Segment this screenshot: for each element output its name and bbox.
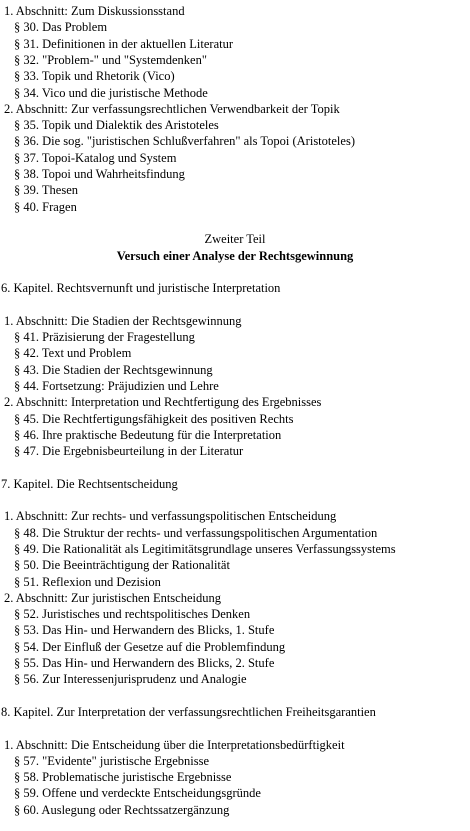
paragraph-entry: § 43. Die Stadien der Rechtsgewinnung [14, 362, 213, 377]
blank-line [0, 264, 470, 281]
chapter-heading: 6. Kapitel. Rechtsvernunft und juristische Interpretation [1, 281, 281, 296]
paragraph-entry: § 39. Thesen [14, 183, 78, 198]
paragraph-entry: § 35. Topik und Dialektik des Aristoteles [14, 118, 219, 133]
paragraph-entry: § 47. Die Ergebnisbeurteilung in der Literatur [14, 444, 244, 459]
section-heading: 1. Abschnitt: Die Stadien der Rechtsgewinnung [4, 313, 242, 328]
paragraph-entry: § 40. Fragen [14, 199, 77, 214]
paragraph-entry: § 38. Topoi und Wahrheitsfindung [14, 167, 185, 181]
paragraph-entry: § 44. Fortsetzung: Präjudizien und Lehre [14, 378, 219, 393]
paragraph-entry: § 54. Der Einfluß der Gesetze auf die Problemfindung [14, 639, 286, 654]
blank-line [0, 215, 470, 232]
paragraph-entry: § 52. Juristisches und rechtspolitisches Denken [14, 607, 251, 622]
paragraph-entry: § 42. Text und Problem [14, 346, 132, 361]
section-heading: 1. Abschnitt: Zum Diskussionsstand [4, 4, 185, 18]
paragraph-entry: § 50. Die Beeinträchtigung der Rationalität [14, 558, 230, 573]
paragraph-entry: § 53. Das Hin- und Herwandern des Blicks, 1. Stufe [14, 623, 275, 638]
paragraph-entry: § 57. "Evidente" juristische Ergebnisse [14, 753, 210, 768]
blank-line [0, 688, 470, 705]
paragraph-entry: § 30. Das Problem [14, 20, 108, 35]
section-heading: 2. Abschnitt: Zur verfassungsrechtlichen Verwendbarkeit der Topik [4, 101, 340, 116]
blank-line [0, 492, 470, 509]
section-heading: 2. Abschnitt: Interpretation und Rechtfertigung des Ergebnisses [4, 395, 322, 410]
section-heading: 1. Abschnitt: Zur rechts- und verfassungspolitischen Entscheidung [4, 509, 337, 524]
paragraph-entry: § 41. Präzisierung der Fragestellung [14, 330, 195, 344]
blank-line [0, 459, 470, 476]
paragraph-entry: § 48. Die Struktur der rechts- und verfassungspolitischen Argumentation [14, 525, 378, 540]
paragraph-entry: § 49. Die Rationalität als Legitimitätsgrundlage unseres Verfassungssystems [14, 541, 396, 556]
paragraph-entry: § 58. Problematische juristische Ergebnisse [14, 770, 232, 785]
paragraph-entry: § 32. "Problem-" und "Systemdenken" [14, 52, 207, 67]
part-heading: Zweiter Teil [204, 232, 266, 247]
paragraph-entry: § 37. Topoi-Katalog und System [14, 150, 177, 165]
paragraph-entry: § 31. Definitionen in der aktuellen Literatur [14, 36, 234, 51]
paragraph-entry: § 36. Die sog. "juristischen Schlußverfahren" als Topoi (Aristoteles) [14, 134, 355, 149]
section-heading: 2. Abschnitt: Zur juristischen Entscheidung [4, 590, 221, 605]
paragraph-entry: § 60. Auslegung oder Rechtssatzergänzung [14, 802, 230, 817]
section-heading: 1. Abschnitt: Die Entscheidung über die Interpretationsbedürftigkeit [4, 737, 345, 752]
paragraph-entry: § 59. Offene und verdeckte Entscheidungsgründe [14, 786, 261, 801]
paragraph-entry: § 56. Zur Interessenjurisprudenz und Analogie [14, 672, 247, 687]
chapter-heading: 8. Kapitel. Zur Interpretation der verfassungsrechtlichen Freiheitsgarantien [1, 704, 376, 719]
chapter-heading: 7. Kapitel. Die Rechtsentscheidung [1, 476, 178, 491]
blank-line [0, 720, 470, 737]
paragraph-entry: § 51. Reflexion und Dezision [14, 574, 161, 589]
paragraph-entry: § 45. Die Rechtfertigungsfähigkeit des positiven Rechts [14, 411, 294, 426]
paragraph-entry: § 55. Das Hin- und Herwandern des Blicks, 2. Stufe [14, 656, 275, 670]
part-title: Versuch einer Analyse der Rechtsgewinnung [116, 248, 354, 263]
paragraph-entry: § 33. Topik und Rhetorik (Vico) [14, 69, 175, 84]
blank-line [0, 296, 470, 313]
paragraph-entry: § 34. Vico und die juristische Methode [14, 85, 208, 100]
paragraph-entry: § 46. Ihre praktische Bedeutung für die Interpretation [14, 427, 282, 442]
